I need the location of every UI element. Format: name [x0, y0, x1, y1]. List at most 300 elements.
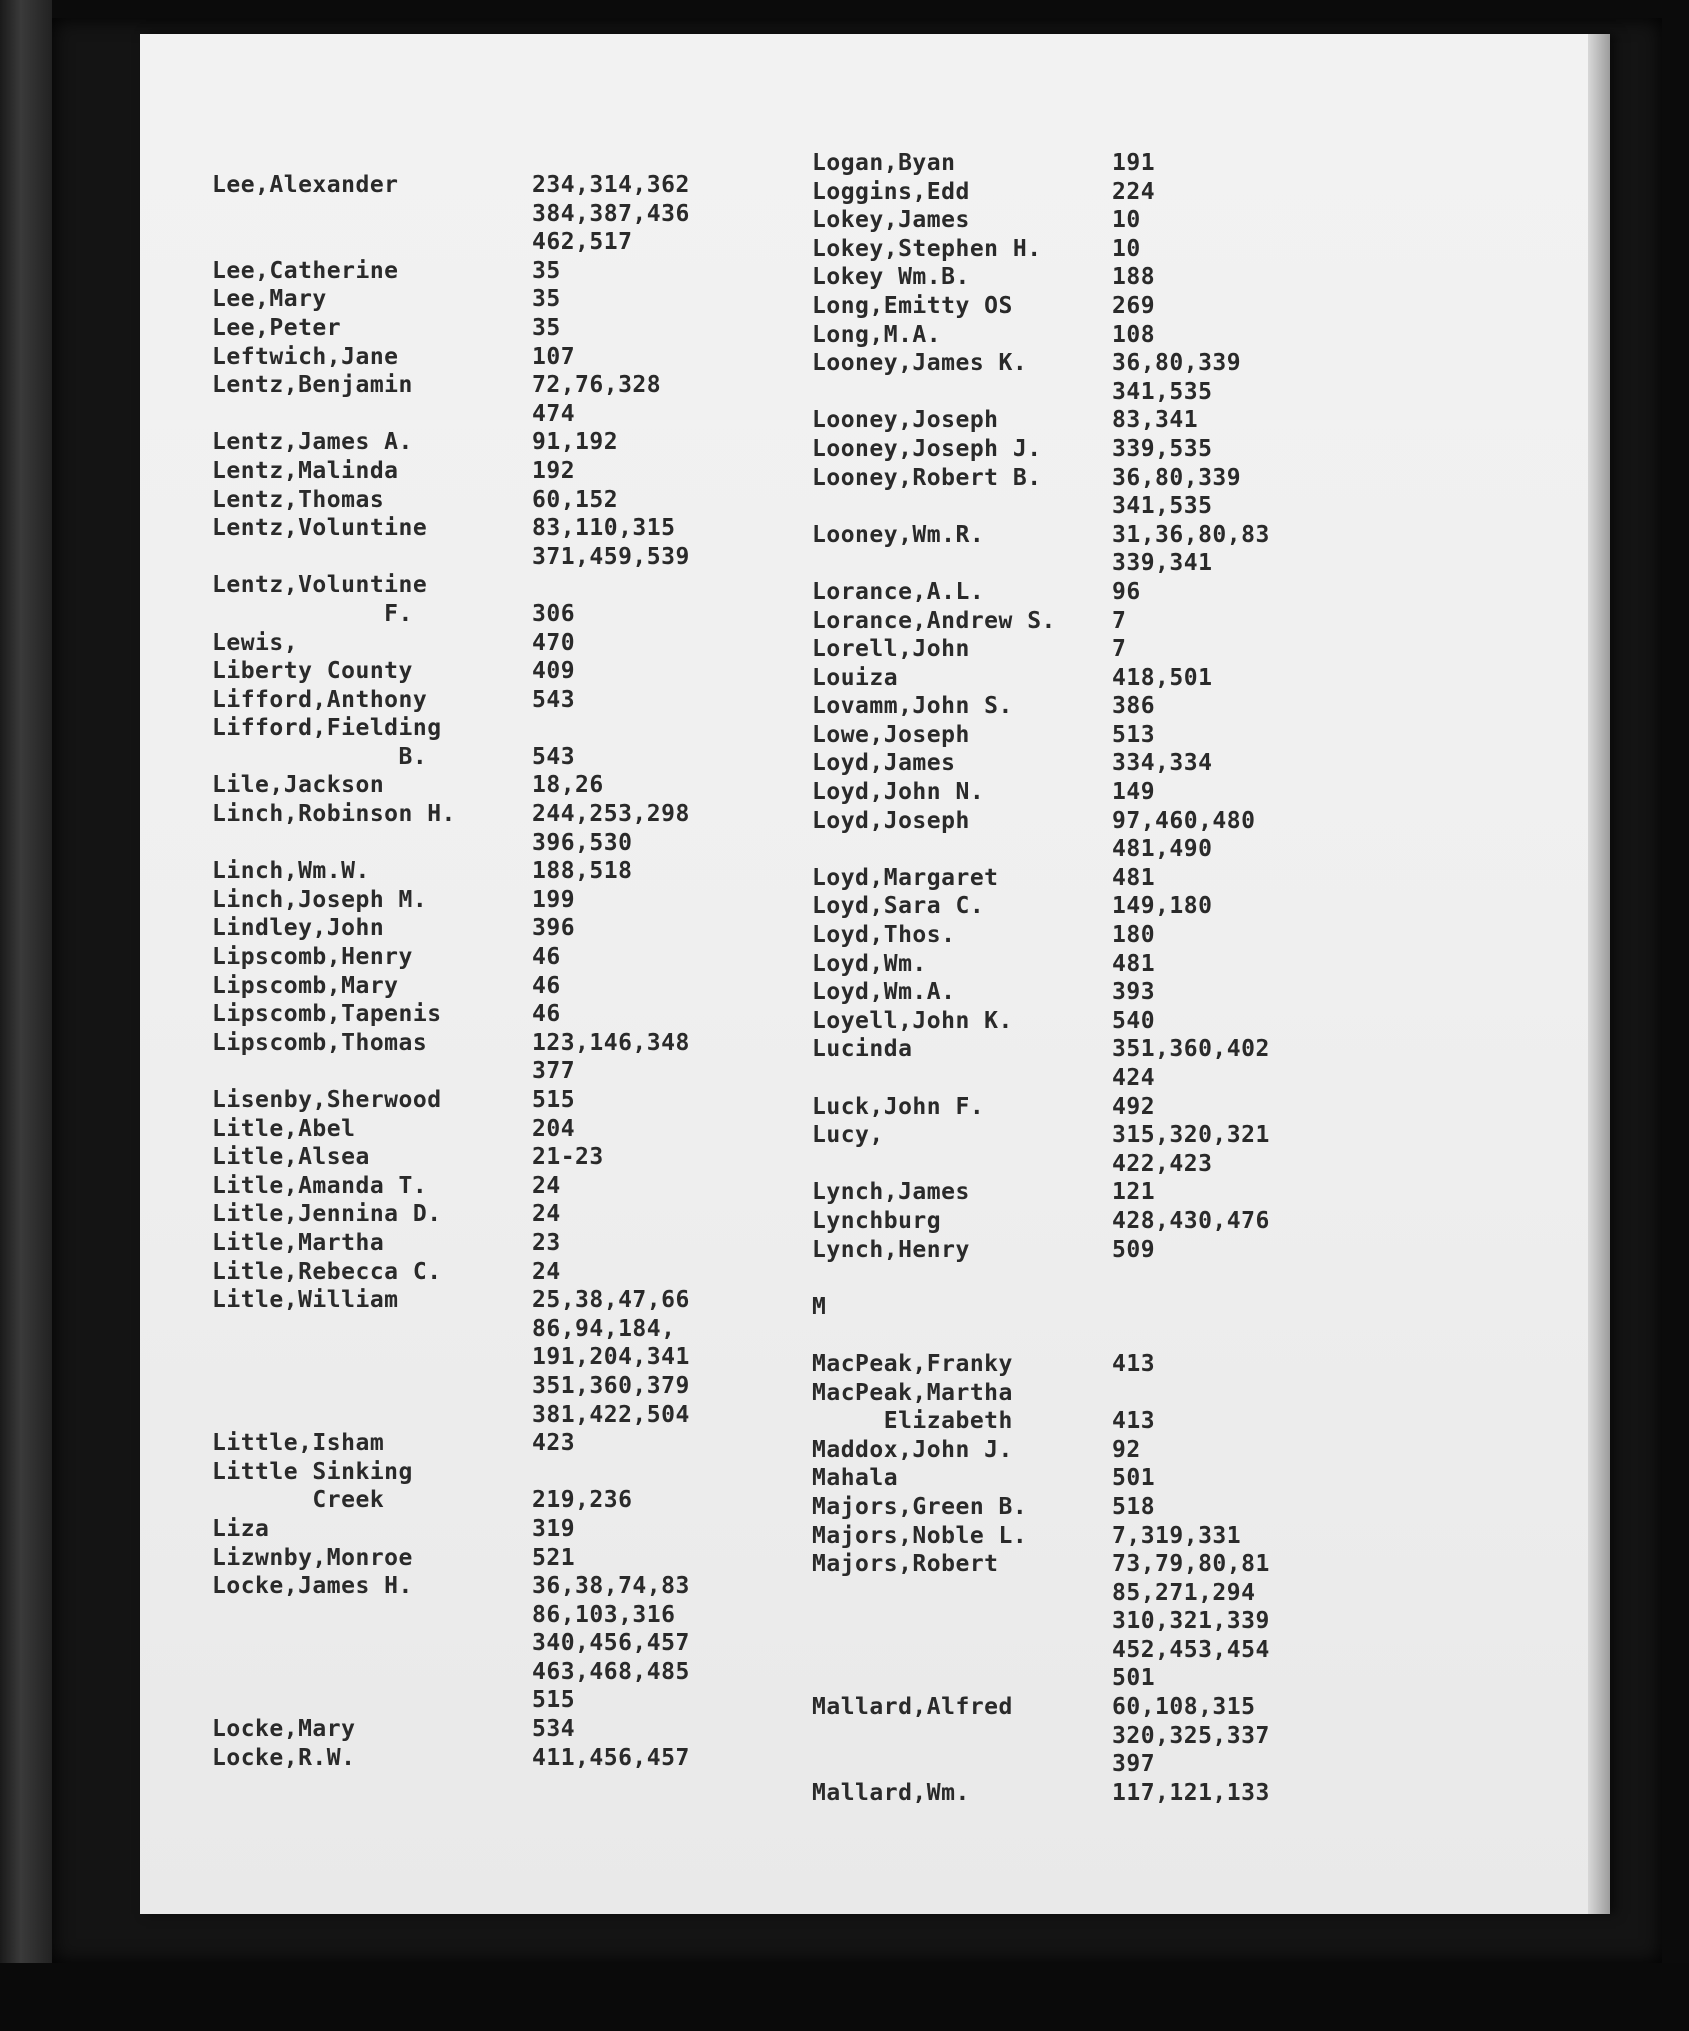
book-spine-edge — [0, 0, 52, 2031]
entry-pages: 351,360,402 — [1112, 1036, 1270, 1063]
entry-pages: 423 — [532, 1430, 576, 1457]
index-entry — [812, 1065, 1270, 1094]
index-entry — [812, 150, 1270, 179]
entry-name: Locke,Mary — [212, 1716, 356, 1743]
entry-name: Lee,Alexander — [212, 172, 399, 198]
entry-name: Lentz,Voluntine — [212, 515, 428, 542]
entry-pages: 413 — [1112, 1350, 1156, 1377]
index-entry — [212, 887, 690, 916]
entry-pages: 515 — [532, 1087, 576, 1113]
entry-pages: 46 — [532, 944, 561, 971]
index-entry — [812, 1008, 1270, 1037]
entry-pages: 24 — [532, 1258, 561, 1285]
entry-pages: 91,192 — [532, 429, 619, 456]
entry-pages: 60,108,315 — [1112, 1694, 1256, 1721]
entry-pages: 188,518 — [532, 858, 633, 885]
entry-pages: 452,453,454 — [1112, 1636, 1270, 1663]
entry-name: Luck,John F. — [812, 1093, 985, 1120]
entry-name: Linch,Wm.W. — [212, 858, 370, 885]
index-entry — [812, 1580, 1270, 1609]
entry-name: Logan,Byan — [812, 150, 956, 176]
entry-name: F. — [212, 600, 413, 627]
entry-name: Mallard,Alfred — [812, 1694, 1013, 1721]
entry-pages: 121 — [1112, 1179, 1156, 1206]
entry-name: Locke,R.W. — [212, 1744, 356, 1771]
entry-pages: 31,36,80,83 — [1112, 521, 1270, 548]
index-entry — [812, 836, 1270, 865]
index-entry — [812, 1665, 1270, 1694]
entry-pages: 481 — [1112, 950, 1156, 977]
index-entry — [212, 401, 690, 430]
index-entry — [812, 550, 1270, 579]
index-entry — [812, 951, 1270, 980]
entry-pages: 386 — [1112, 693, 1156, 720]
entry-name: Lokey,James — [812, 207, 970, 234]
index-entry — [212, 1173, 690, 1202]
entry-pages: 310,321,339 — [1112, 1608, 1270, 1635]
entry-pages: 46 — [532, 1001, 561, 1028]
entry-pages: 97,460,480 — [1112, 807, 1256, 834]
film-border — [0, 1963, 1689, 2031]
entry-pages: 269 — [1112, 292, 1156, 319]
entry-pages: 393 — [1112, 979, 1156, 1006]
entry-pages: 192 — [532, 457, 576, 484]
entry-name: Locke,James H. — [212, 1573, 413, 1600]
index-entry — [812, 1265, 1270, 1294]
entry-pages: 543 — [532, 686, 576, 713]
right-index-column — [812, 150, 1270, 1808]
entry-name: Lorell,John — [812, 636, 970, 663]
entry-name: Loyd,Thos. — [812, 922, 956, 949]
entry-pages: 396 — [532, 915, 576, 942]
index-entry — [212, 1373, 690, 1402]
index-entry — [212, 715, 690, 744]
entry-pages: 36,80,339 — [1112, 350, 1242, 377]
entry-name: Lisenby,Sherwood — [212, 1087, 442, 1113]
entry-pages: 492 — [1112, 1093, 1156, 1120]
entry-pages: 339,535 — [1112, 435, 1213, 462]
index-entry — [812, 293, 1270, 322]
entry-name: Lentz,Benjamin — [212, 372, 413, 399]
entry-pages: 86,94,184, — [532, 1315, 676, 1342]
entry-pages: 340,456,457 — [532, 1630, 690, 1657]
entry-pages: 351,360,379 — [532, 1372, 690, 1399]
entry-name: Lipscomb,Tapenis — [212, 1001, 442, 1028]
entry-pages: 320,325,337 — [1112, 1722, 1270, 1749]
entry-pages: 7,319,331 — [1112, 1522, 1242, 1549]
index-entry — [812, 1094, 1270, 1123]
entry-name: Lee,Catherine — [212, 257, 399, 284]
entry-name: Long,Emitty OS — [812, 292, 1013, 319]
index-entry — [812, 1694, 1270, 1723]
entry-pages: 188 — [1112, 264, 1156, 291]
entry-name: Loyd,Wm. — [812, 950, 927, 977]
entry-name: Litle,Martha — [212, 1229, 385, 1256]
index-entry — [812, 779, 1270, 808]
index-entry — [812, 379, 1270, 408]
index-entry — [212, 258, 690, 287]
index-entry — [212, 744, 690, 773]
index-entry — [212, 830, 690, 859]
entry-name: Mallard,Wm. — [812, 1779, 970, 1806]
index-entry — [812, 1494, 1270, 1523]
entry-pages: 72,76,328 — [532, 372, 662, 399]
index-entry — [212, 601, 690, 630]
index-entry — [212, 515, 690, 544]
index-entry — [212, 1687, 690, 1716]
index-entry — [212, 458, 690, 487]
entry-pages: 509 — [1112, 1236, 1156, 1263]
entry-pages: 204 — [532, 1115, 576, 1142]
entry-name: Looney,Robert B. — [812, 464, 1042, 491]
entry-name: Majors,Green B. — [812, 1493, 1028, 1520]
entry-pages: 409 — [532, 658, 576, 685]
entry-name: Lucinda — [812, 1036, 913, 1063]
entry-pages: 418,501 — [1112, 664, 1213, 691]
entry-name: Lowe,Joseph — [812, 721, 970, 748]
index-entry — [812, 1122, 1270, 1151]
entry-pages: 470 — [532, 629, 576, 656]
index-entry — [812, 893, 1270, 922]
entry-name: Lynch,Henry — [812, 1236, 970, 1263]
entry-name: Lizwnby,Monroe — [212, 1544, 413, 1571]
entry-name: Linch,Robinson H. — [212, 801, 456, 828]
entry-name: Lipscomb,Henry — [212, 944, 413, 971]
entry-name: Lorance,Andrew S. — [812, 607, 1056, 634]
index-entry — [212, 1545, 690, 1574]
index-entry — [212, 1116, 690, 1145]
entry-pages: 424 — [1112, 1065, 1156, 1091]
entry-pages: 463,468,485 — [532, 1658, 690, 1685]
index-entry — [812, 322, 1270, 351]
entry-name: Litle,William — [212, 1287, 399, 1314]
index-entry — [812, 922, 1270, 951]
entry-pages: 501 — [1112, 1665, 1156, 1692]
entry-name: Loyd,James — [812, 750, 956, 777]
index-entry — [812, 493, 1270, 522]
entry-name: Leftwich,Jane — [212, 343, 399, 370]
entry-pages: 396,530 — [532, 829, 633, 856]
entry-name: Lewis, — [212, 629, 299, 656]
entry-name: Maddox,John J. — [812, 1436, 1013, 1463]
entry-name: Lipscomb,Mary — [212, 972, 399, 999]
entry-pages: 24 — [532, 1201, 561, 1228]
entry-pages: 234,314,362 — [532, 172, 690, 198]
entry-name: Louiza — [812, 664, 899, 691]
entry-pages: 7 — [1112, 636, 1127, 663]
index-entry — [812, 264, 1270, 293]
index-entry — [212, 229, 690, 258]
index-entry — [212, 1430, 690, 1459]
index-entry — [212, 487, 690, 516]
entry-pages: 180 — [1112, 922, 1156, 949]
index-entry — [212, 1573, 690, 1602]
entry-pages: 123,146,348 — [532, 1029, 690, 1056]
index-entry — [812, 179, 1270, 208]
index-entry — [812, 865, 1270, 894]
entry-name: Lentz,Thomas — [212, 486, 385, 513]
entry-pages: 518 — [1112, 1493, 1156, 1520]
entry-pages: 83,341 — [1112, 407, 1199, 434]
entry-name: Looney,Joseph J. — [812, 435, 1042, 462]
entry-name: MacPeak,Martha — [812, 1379, 1013, 1406]
index-entry — [812, 608, 1270, 637]
index-entry — [812, 579, 1270, 608]
index-entry — [812, 1380, 1270, 1409]
entry-pages: 24 — [532, 1172, 561, 1199]
index-entry — [812, 1408, 1270, 1437]
entry-pages: 521 — [532, 1544, 576, 1571]
index-entry — [212, 1402, 690, 1431]
entry-name: Lentz,Malinda — [212, 457, 399, 484]
entry-name: Creek — [212, 1487, 385, 1514]
index-entry — [812, 665, 1270, 694]
index-entry — [812, 1322, 1270, 1351]
entry-pages: 35 — [532, 314, 561, 341]
entry-name: Lucy, — [812, 1122, 884, 1149]
entry-pages: 397 — [1112, 1751, 1156, 1778]
entry-pages: 35 — [532, 286, 561, 313]
index-entry — [212, 973, 690, 1002]
index-entry — [212, 1344, 690, 1373]
entry-name: Majors,Noble L. — [812, 1522, 1028, 1549]
index-entry — [812, 350, 1270, 379]
entry-name: Lee,Mary — [212, 286, 327, 313]
index-entry — [212, 429, 690, 458]
entry-pages: 60,152 — [532, 486, 619, 513]
entry-name: Majors,Robert — [812, 1551, 999, 1578]
index-entry — [812, 693, 1270, 722]
entry-name: Lifford,Fielding — [212, 715, 442, 742]
index-entry — [812, 1723, 1270, 1752]
entry-pages: 73,79,80,81 — [1112, 1551, 1270, 1578]
index-entry — [212, 1030, 690, 1059]
entry-name: Lynch,James — [812, 1179, 970, 1206]
entry-pages: 306 — [532, 600, 576, 627]
index-entry — [812, 1465, 1270, 1494]
entry-name: Loyd,Sara C. — [812, 893, 985, 920]
index-entry — [812, 1751, 1270, 1780]
index-entry — [812, 436, 1270, 465]
entry-pages: 501 — [1112, 1465, 1156, 1492]
entry-pages: 18,26 — [532, 772, 604, 799]
entry-name: B. — [212, 743, 428, 770]
index-entry — [812, 522, 1270, 551]
index-entry — [812, 979, 1270, 1008]
index-entry — [812, 407, 1270, 436]
index-entry — [812, 1237, 1270, 1266]
entry-pages: 46 — [532, 972, 561, 999]
entry-name: Elizabeth — [812, 1408, 1013, 1435]
index-entry — [812, 1437, 1270, 1466]
entry-pages: 219,236 — [532, 1487, 633, 1514]
index-entry — [212, 1745, 690, 1774]
entry-pages: 149,180 — [1112, 893, 1213, 920]
index-entry — [812, 1151, 1270, 1180]
entry-name: Linch,Joseph M. — [212, 886, 428, 913]
entry-pages: 341,535 — [1112, 378, 1213, 405]
entry-pages: 85,271,294 — [1112, 1579, 1256, 1606]
entry-name: Loyell,John K. — [812, 1007, 1013, 1034]
index-entry — [812, 207, 1270, 236]
entry-pages: 199 — [532, 886, 576, 913]
entry-pages: 10 — [1112, 235, 1141, 262]
entry-name: Lifford,Anthony — [212, 686, 428, 713]
index-entry — [212, 1487, 690, 1516]
entry-name: Litle,Alsea — [212, 1144, 370, 1171]
index-entry — [212, 772, 690, 801]
entry-pages: 474 — [532, 400, 576, 427]
index-entry — [812, 1551, 1270, 1580]
index-entry — [212, 1630, 690, 1659]
index-entry — [212, 201, 690, 230]
index-entry — [212, 1259, 690, 1288]
index-entry — [212, 858, 690, 887]
index-entry — [212, 1058, 690, 1087]
entry-pages: 534 — [532, 1716, 576, 1743]
index-entry — [212, 1659, 690, 1688]
entry-pages: 315,320,321 — [1112, 1122, 1270, 1149]
entry-pages: 108 — [1112, 321, 1156, 348]
index-entry — [212, 1144, 690, 1173]
entry-pages: 35 — [532, 257, 561, 284]
index-entry — [212, 1516, 690, 1545]
index-entry — [212, 1201, 690, 1230]
entry-pages: 7 — [1112, 607, 1127, 634]
entry-name: Liberty County — [212, 658, 413, 685]
entry-pages: 540 — [1112, 1007, 1156, 1034]
entry-pages: 381,422,504 — [532, 1401, 690, 1428]
entry-name: Loyd,Wm.A. — [812, 979, 956, 1006]
entry-pages: 107 — [532, 343, 576, 370]
index-entry — [212, 801, 690, 830]
entry-pages: 428,430,476 — [1112, 1207, 1270, 1234]
entry-pages: 36,80,339 — [1112, 464, 1242, 491]
entry-name: Looney,Joseph — [812, 407, 999, 434]
index-entry — [812, 465, 1270, 494]
index-entry — [212, 544, 690, 573]
index-entry — [212, 658, 690, 687]
index-entry — [212, 1230, 690, 1259]
entry-name: Lokey,Stephen H. — [812, 235, 1042, 262]
left-index-column — [212, 172, 690, 1773]
index-entry — [812, 722, 1270, 751]
index-entry — [812, 1523, 1270, 1552]
entry-pages: 96 — [1112, 578, 1141, 605]
entry-name: Litle,Jennina D. — [212, 1201, 442, 1228]
entry-name: Lentz,Voluntine — [212, 572, 428, 599]
index-entry — [812, 1179, 1270, 1208]
entry-pages: 341,535 — [1112, 493, 1213, 520]
index-entry — [212, 372, 690, 401]
entry-pages: 481 — [1112, 864, 1156, 891]
entry-pages: 334,334 — [1112, 750, 1213, 777]
entry-name: Loyd,Margaret — [812, 864, 999, 891]
entry-pages: 422,423 — [1112, 1150, 1213, 1177]
entry-name: Liza — [212, 1515, 270, 1542]
entry-pages: 149 — [1112, 779, 1156, 806]
entry-name: Lile,Jackson — [212, 772, 385, 799]
index-entry — [812, 1294, 1270, 1323]
entry-name: M — [812, 1293, 827, 1320]
index-entry — [212, 572, 690, 601]
entry-pages: 10 — [1112, 207, 1141, 234]
entry-pages: 411,456,457 — [532, 1744, 690, 1771]
entry-name: Lovamm,John S. — [812, 693, 1013, 720]
entry-pages: 319 — [532, 1515, 576, 1542]
index-entry — [812, 1608, 1270, 1637]
entry-pages: 224 — [1112, 178, 1156, 205]
entry-name: MacPeak,Franky — [812, 1350, 1013, 1377]
entry-name: Lynchburg — [812, 1207, 942, 1234]
entry-name: Lokey Wm.B. — [812, 264, 970, 291]
index-entry — [212, 344, 690, 373]
entry-pages: 481,490 — [1112, 836, 1213, 863]
entry-pages: 92 — [1112, 1436, 1141, 1463]
entry-pages: 462,517 — [532, 229, 633, 256]
index-entry — [812, 1351, 1270, 1380]
entry-pages: 244,253,298 — [532, 801, 690, 828]
index-entry — [212, 1001, 690, 1030]
page-edge-shadow — [1588, 34, 1610, 1914]
index-entry — [212, 1087, 690, 1116]
entry-name: Lorance,A.L. — [812, 578, 985, 605]
entry-name: Little Sinking — [212, 1458, 413, 1485]
entry-name: Looney,Wm.R. — [812, 521, 985, 548]
entry-name: Litle,Abel — [212, 1115, 356, 1142]
entry-pages: 117,121,133 — [1112, 1779, 1270, 1806]
index-entry — [212, 1459, 690, 1488]
entry-pages: 25,38,47,66 — [532, 1287, 690, 1314]
index-entry — [212, 630, 690, 659]
entry-pages: 543 — [532, 743, 576, 770]
entry-name: Lipscomb,Thomas — [212, 1029, 428, 1056]
index-entry — [212, 172, 690, 201]
entry-pages: 339,341 — [1112, 550, 1213, 577]
entry-name: Lee,Peter — [212, 314, 342, 341]
entry-name: Mahala — [812, 1465, 899, 1492]
entry-name: Loyd,John N. — [812, 779, 985, 806]
index-entry — [212, 944, 690, 973]
index-entry — [812, 1637, 1270, 1666]
index-entry — [812, 1780, 1270, 1809]
index-entry — [812, 750, 1270, 779]
index-entry — [812, 636, 1270, 665]
index-entry — [212, 1716, 690, 1745]
entry-pages: 191,204,341 — [532, 1344, 690, 1371]
entry-pages: 21-23 — [532, 1144, 604, 1171]
entry-name: Litle,Amanda T. — [212, 1172, 428, 1199]
entry-pages: 377 — [532, 1058, 576, 1085]
index-entry — [212, 315, 690, 344]
index-entry — [212, 687, 690, 716]
index-entry — [212, 1287, 690, 1316]
index-entry — [812, 808, 1270, 837]
entry-name: Looney,James K. — [812, 350, 1028, 377]
entry-pages: 413 — [1112, 1408, 1156, 1435]
entry-name: Long,M.A. — [812, 321, 942, 348]
entry-pages: 515 — [532, 1687, 576, 1714]
entry-name: Lindley,John — [212, 915, 385, 942]
entry-pages: 36,38,74,83 — [532, 1573, 690, 1600]
index-entry — [212, 1602, 690, 1631]
entry-name: Little,Isham — [212, 1430, 385, 1457]
entry-pages: 513 — [1112, 721, 1156, 748]
entry-pages: 384,387,436 — [532, 200, 690, 227]
entry-pages: 23 — [532, 1229, 561, 1256]
entry-pages: 86,103,316 — [532, 1601, 676, 1628]
entry-name: Litle,Rebecca C. — [212, 1258, 442, 1285]
